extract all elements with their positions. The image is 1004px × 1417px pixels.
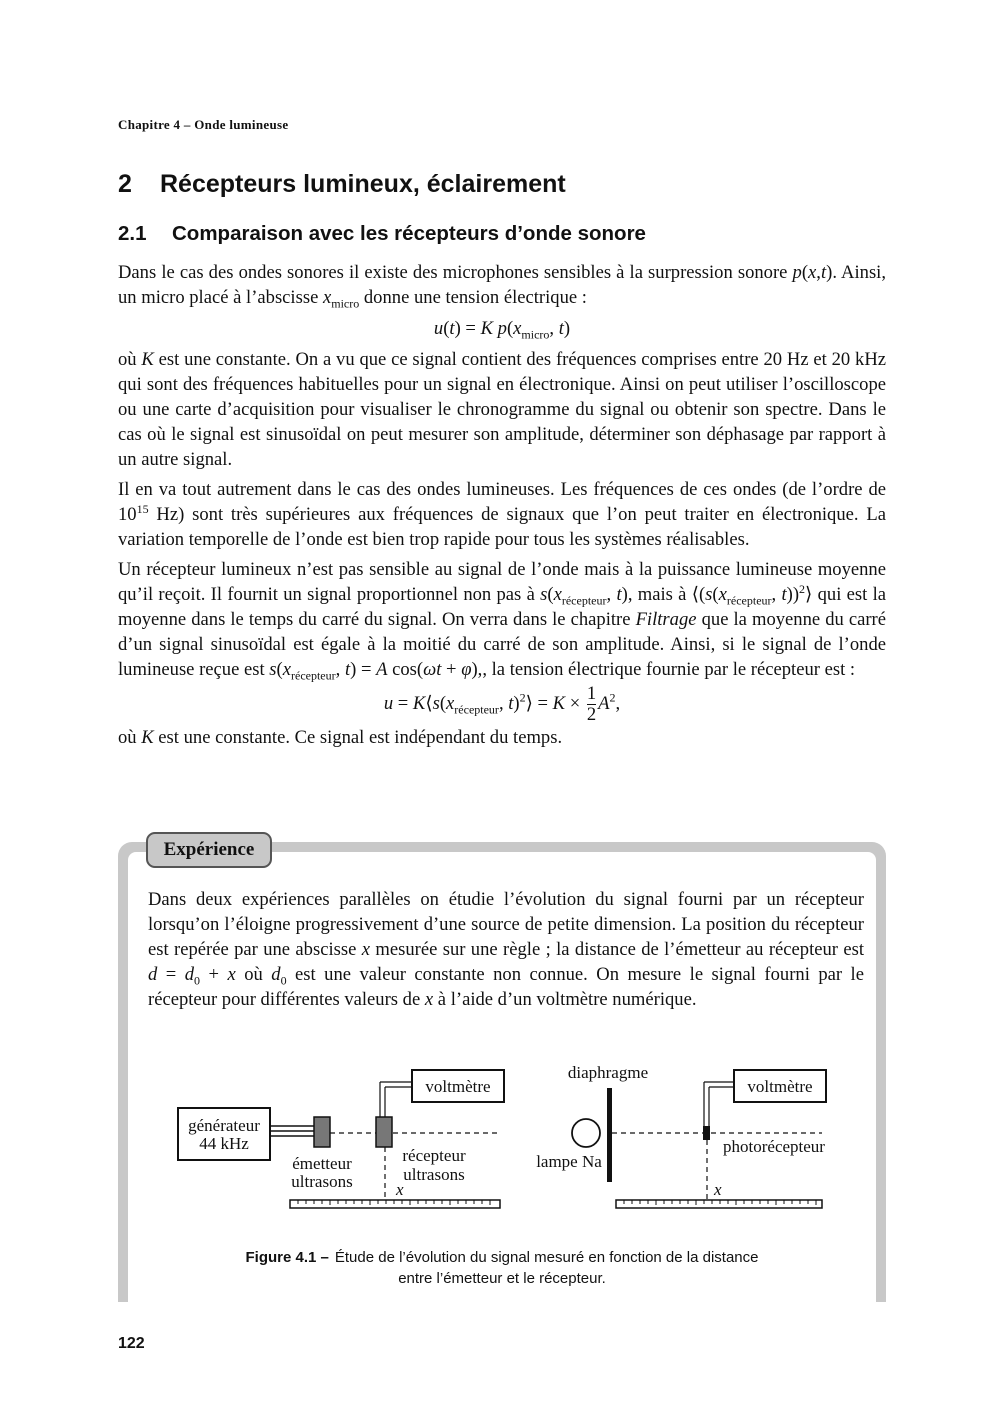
equation-1: u(t) = K $p(x_{micro}$, t)	[433, 318, 571, 342]
exp-part4: est une valeur constante non connue. On mesure le signal fourni par le récepteur pour différentes valeurs de	[148, 964, 864, 1010]
para4-part3: qui est la moyenne dans le temps du carré du signal. On verra dans le chapitre	[118, 584, 887, 630]
section-number: 2	[118, 170, 132, 198]
x-label-left: x	[396, 1180, 404, 1199]
body-text	[118, 260, 886, 755]
equation-2: $u = K⟨s(x_{récepteur}$, t)$^2$⟩ = K × $\frac{1}{2}$ $A^2$,	[383, 683, 621, 725]
subsection-title: Comparaison avec les récepteurs d’onde sonore	[172, 222, 646, 245]
para4-part2: , mais à	[627, 584, 692, 605]
para3-part2: Hz) sont très supérieures aux fréquences de signaux que l’on peut traiter en électronique. La variation temporelle de l’onde est bien trop rapide pour tous les systèmes réalisables.	[118, 504, 886, 550]
figure-4-1	[158, 1062, 838, 1222]
running-head-title: Onde lumineuse	[194, 117, 289, 132]
para1-part2: . Ainsi, un micro placé à l’abscisse	[118, 262, 886, 308]
lamp-label: lampe Na	[536, 1152, 602, 1171]
page-number: 122	[118, 1335, 145, 1352]
sub-micro: micro	[331, 296, 360, 311]
experience-tag: Expérience	[146, 832, 272, 868]
para1-part1: Dans le cas des ondes sonores il existe des microphones sensibles à la surpression sonore	[118, 262, 793, 283]
subsection-heading	[118, 222, 646, 246]
x-label-right: x	[714, 1180, 722, 1199]
exp-part1: Dans deux expériences parallèles on étudie l’évolution du signal fourni par un récepteur lorsqu’on l’éloigne progressivement d’une source de petite dimension. La position du récepteur est repérée par une abscisse	[148, 889, 864, 960]
emitter	[314, 1117, 330, 1147]
diaphragm-label: diaphragme	[567, 1063, 649, 1082]
subsection-number: 2.1	[118, 222, 147, 245]
sodium-lamp	[572, 1119, 600, 1147]
generator-label-2: 44 kHz	[199, 1134, 249, 1153]
section-heading	[118, 170, 566, 199]
diaphragm	[607, 1088, 612, 1182]
paragraph-3	[118, 477, 886, 552]
generator-label-1: générateur	[188, 1116, 260, 1135]
receiver	[376, 1117, 392, 1147]
para4-part4: que la moyenne du carré d’un signal sinusoïdal est égale à la moitié du carré de son amplitude. Ainsi, si le signal de l’onde lumineuse reçue est	[118, 609, 887, 680]
exp-part5: à l’aide d’un voltmètre numérique.	[433, 989, 697, 1010]
para3-part1: Il en va tout autrement dans le cas des ondes lumineuses. Les fréquences de ces ondes (de l’ordre de 10	[118, 479, 886, 525]
para4-part5: , la tension électrique fournie par le récepteur est :	[482, 659, 856, 680]
running-head	[118, 117, 288, 133]
receiver-label-2: ultrasons	[403, 1165, 465, 1184]
para3-exponent: 15	[136, 501, 149, 516]
voltmeter-right-label: voltmètre	[747, 1077, 813, 1096]
caption-line1: Étude de l’évolution du signal mesuré en fonction de la distance	[334, 1249, 759, 1266]
experience-text: Dans deux expériences parallèles on étudie l’évolution du signal fourni par un récepteur lorsqu’on l’éloigne progressivement d’une source de petite dimension. La position du récepteur est repérée par une abscisse x mesurée sur une règle ; la distance de l’émetteur au récepteur est $d = d_0 + x$ où $d_0$ est une valeur constante non connue. On mesure le signal fourni par le récepteur pour différentes valeurs de x à l’aide d’un voltmètre numérique.	[148, 889, 865, 1010]
paragraph-5: où K est une constante. Ce signal est indépendant du temps.	[118, 727, 563, 748]
emitter-label-2: ultrasons	[291, 1172, 353, 1191]
exp-part2: mesurée sur une règle ; la distance de l’émetteur au récepteur est	[370, 939, 865, 960]
para4-part1: Un récepteur lumineux n’est pas sensible au signal de l’onde mais à la puissance lumineuse moyenne qu’il reçoit. Il fournit un signal proportionnel non pas à	[118, 559, 886, 605]
caption-label: Figure 4.1 –	[245, 1249, 329, 1266]
figure-caption	[128, 1247, 876, 1289]
para1-part3: donne une tension électrique :	[359, 287, 587, 308]
voltmeter-left-label: voltmètre	[425, 1077, 491, 1096]
sub-recepteur: récepteur	[561, 593, 607, 608]
paragraph-4: Un récepteur lumineux n’est pas sensible au signal de l’onde mais à la puissance lumineuse moyenne qu’il reçoit. Il fournit un signal proportionnel non pas à $s(x_{récepteur}$, t), mais à $⟨(s(x_{récepteur}$, t))$^2$⟩ qui est la moyenne dans le temps du carré du signal. On verra dans le chapitre Filtrage que la moyenne du carré d’un signal sinusoïdal est égale à la moitié du carré de son amplitude. Ainsi, si le signal de l’onde lumineuse reçue est $s(x_{récepteur}$, t) = A cos(ωt + φ),, la tension électrique fournie par le récepteur est :	[118, 559, 887, 683]
photoreceptor	[703, 1126, 710, 1140]
running-head-sep: –	[180, 117, 195, 132]
paragraph-2: où K est une constante. On a vu que ce signal contient des fréquences comprises entre 20 Hz et 20 kHz qui sont des fréquences habituelles pour un signal en électronique. Ainsi on peut utiliser l’oscilloscope ou une carte d’acquisition pour visualiser le chronogramme du signal ou obtenir son spectre. Dans le cas où le signal est sinusoïdal on peut mesurer son amplitude, déterminer son déphasage par rapport à un autre signal.	[118, 349, 887, 470]
ruler-left	[290, 1200, 500, 1208]
caption-line2: entre l’émetteur et le récepteur.	[398, 1270, 606, 1287]
exp-part3: où	[235, 964, 272, 985]
chapter-ref: Filtrage	[635, 609, 697, 630]
receiver-label-1: récepteur	[402, 1146, 466, 1165]
photoreceptor-label: photorécepteur	[723, 1137, 825, 1156]
emitter-label-1: émetteur	[292, 1154, 352, 1173]
section-title: Récepteurs lumineux, éclairement	[160, 170, 566, 198]
paragraph-1: Dans le cas des ondes sonores il existe des microphones sensibles à la surpression sonore p(x,t). Ainsi, un micro placé à l’abscisse $x_{micro}$ donne une tension électrique :	[118, 262, 886, 311]
ruler-right	[616, 1200, 822, 1208]
running-head-chapter: Chapitre 4	[118, 117, 181, 132]
